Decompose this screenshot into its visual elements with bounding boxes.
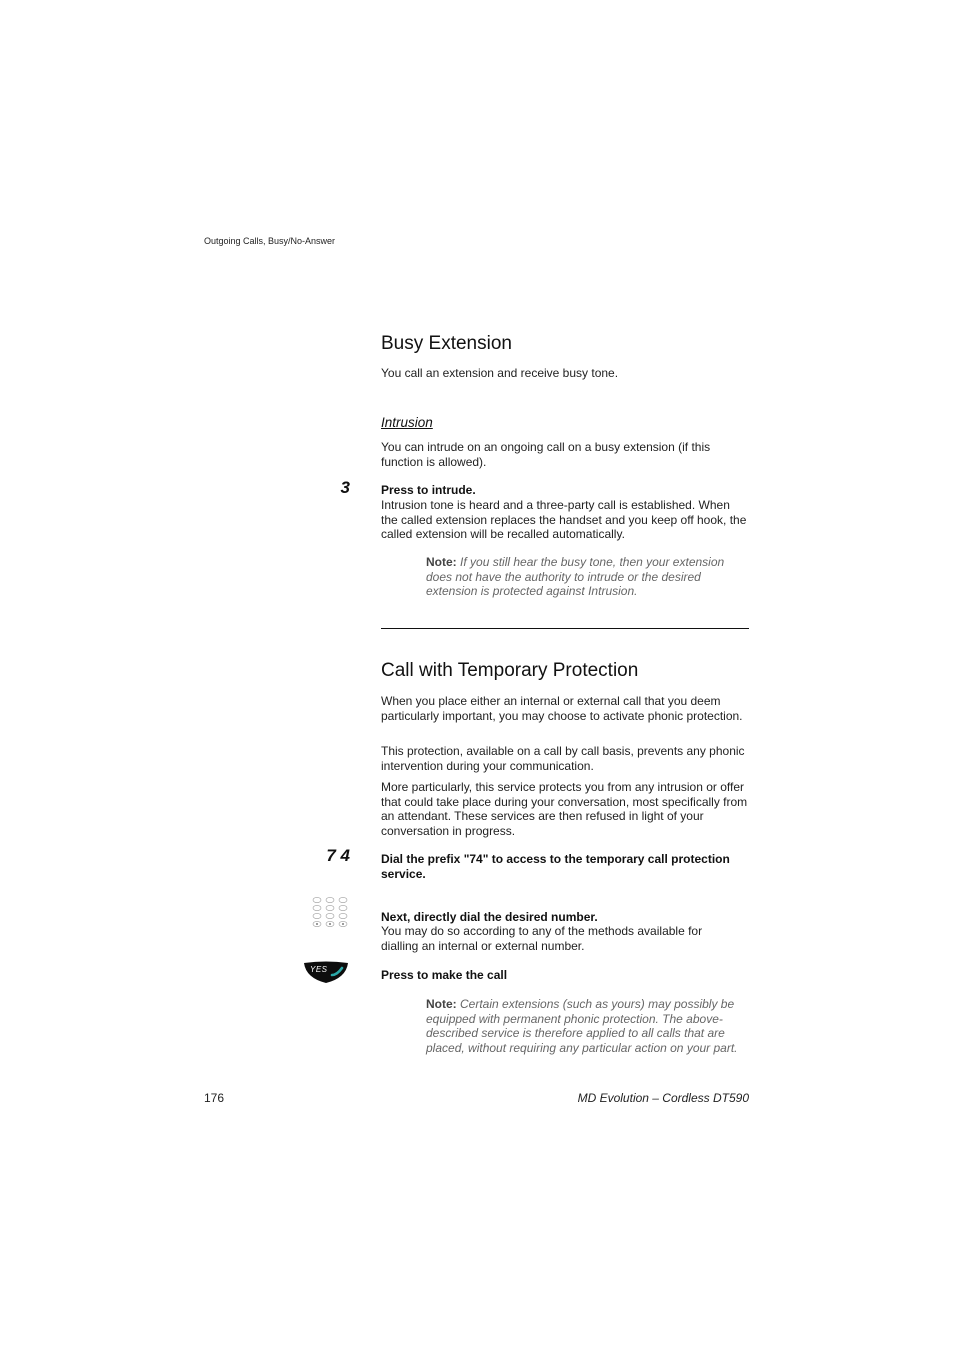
- dial-number-step-title: Next, directly dial the desired number.: [381, 910, 598, 924]
- key-74-icon: 7 4: [326, 846, 350, 865]
- make-call-step-text: Press to make the call: [381, 968, 508, 982]
- busy-intro: You call an extension and receive busy tone.: [381, 366, 619, 380]
- keypad-icon: [309, 896, 351, 930]
- key-3-icon: 3: [340, 478, 350, 497]
- note-text: Certain extensions (such as yours) may possibly be equipped with permanent phonic protection. The above-described service is therefore applied to all calls that are placed, without requiring any particular action on your part.: [426, 997, 738, 1055]
- section-title-temporary-protection: Call with Temporary Protection: [381, 660, 639, 681]
- section-title-busy-extension: Busy Extension: [381, 333, 512, 354]
- dial-number-step-text: You may do so according to any of the methods available for dialling an internal or external number.: [381, 924, 703, 953]
- section-divider: [381, 628, 749, 629]
- busy-note: [426, 555, 751, 599]
- yes-key-label: YES: [310, 965, 328, 974]
- intrude-step-text: Intrusion tone is heard and a three-party call is established. When the called extension replaces the handset and you keep off hook, the called extension will be recalled automatically.: [381, 498, 747, 541]
- note-label: Note:: [426, 997, 457, 1011]
- note-label: Note:: [426, 555, 457, 569]
- protection-paragraph-3: More particularly, this service protects you from any intrusion or offer that could take place during your conversation, most specifically from an attendant. These services are then refused in light of your conversation in progress.: [381, 780, 748, 838]
- subheading-intrusion: Intrusion: [381, 415, 433, 430]
- yes-key-icon: [302, 960, 350, 984]
- protection-paragraph-1: When you place either an internal or external call that you deem particularly important, you may choose to activate phonic protection.: [381, 694, 743, 723]
- intrude-step-title: Press to intrude.: [381, 483, 476, 497]
- note-text: If you still hear the busy tone, then your extension does not have the authority to intrude or the desired extension is protected against Intrusion.: [426, 555, 725, 598]
- intrusion-text: You can intrude on an ongoing call on a busy extension (if this function is allowed).: [381, 440, 711, 469]
- page-number: 176: [204, 1091, 225, 1105]
- protection-paragraph-2: This protection, available on a call by call basis, prevents any phonic intervention during your communication.: [381, 744, 745, 773]
- running-header: Outgoing Calls, Busy/No-Answer: [204, 236, 336, 246]
- prefix-step-text: Dial the prefix "74" to access to the temporary call protection service.: [381, 852, 730, 881]
- product-name: MD Evolution – Cordless DT590: [577, 1091, 749, 1105]
- protection-note: [426, 997, 752, 1055]
